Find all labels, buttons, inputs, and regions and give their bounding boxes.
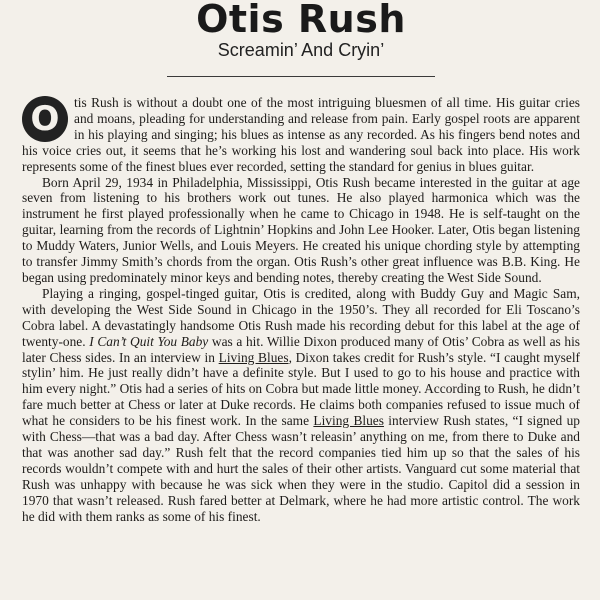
magazine-title-2: Living Blues	[313, 413, 384, 429]
dropcap-letter: O	[22, 96, 68, 142]
paragraph-1-text: tis Rush is without a doubt one of the most intriguing bluesmen of all time. His guitar cries and moans, pleading for understanding and release from pain. Early gospel roots are apparent in his playing and singing; his blues as intense as any recorded. As his fingers bend notes and his voice cries out, it seems that he’s working his lost and wandering soul back into place. His work represents some of the finest blues ever recorded, setting the standard for genius in blues guitar.	[22, 95, 580, 174]
paragraph-3-text-a: Playing a ringing, gospel-tinged guitar, Otis is credited, along with Buddy Guy and Magic Sam, with developing the West Side Sound in Chicago in the 1950’s. They all recorded for Eli Toscano’s Cobra label. A devastatingly handsome Otis Rush made his recording debut for this label at the age of twenty-one.	[22, 285, 580, 349]
paragraph-1	[22, 95, 580, 175]
paragraph-3	[22, 286, 580, 525]
title-divider	[167, 76, 435, 77]
magazine-title-1: Living Blues	[218, 349, 289, 365]
paragraph-3-text-d: interview Rush states, “I signed up with Chess—that was a bad day. After Chess wasn’t releasin’ anything on me, from there to Duke and that was another sad day.” Rush felt that the record companies tied him up so that the sales of his records wouldn’t compete with and hurt the sales of their other artists. Vanguard cut some material that Rush was unhappy with because he was sick when they were in the studio. Capitol did a session in 1970 that wasn’t released. Rush fared better at Delmark, where he had more artistic control. The work he did with them ranks as some of his finest.	[22, 413, 580, 524]
paragraph-3-text-b: was a hit. Willie Dixon produced many of Otis’ Cobra as well as his later Chess sides. In an interview in	[22, 333, 581, 365]
paragraph-3-text-c: , Dixon takes credit for Rush’s style. “I caught myself stylin’ him. He just really didn’t have a definite style. But I used to go to his house and practice with him every night.” Otis had a series of hits on Cobra but made little money. According to Rush, he didn’t fare much better at Chess or later at Duke records. He claims both companies refused to issue much of what he considers to be his finest work. In the same	[22, 349, 580, 429]
paragraph-2: Born April 29, 1934 in Philadelphia, Mississippi, Otis Rush became interested in the guitar at age seven from listening to his brothers work out tunes. He also played harmonica which was the instrument he first played professionally when he came to Chicago in 1948. He is self-taught on the guitar, learning from the records of Lightnin’ Hopkins and John Lee Hooker. Later, Otis began listening to Muddy Waters, Junior Wells, and Louis Meyers. He created his unique chording style by attempting to transfer Jimmy Smith’s chords from the organ. Otis Rush’s other great influence was B.B. King. He began using predominately minor keys and bending notes, thereby creating the West Side Sound.	[22, 174, 580, 285]
song-title: I Can’t Quit You Baby	[89, 333, 209, 349]
article-body	[22, 95, 580, 524]
page-title: Otis Rush	[196, 0, 406, 41]
page-subtitle: Screamin’ And Cryin’	[217, 40, 385, 60]
